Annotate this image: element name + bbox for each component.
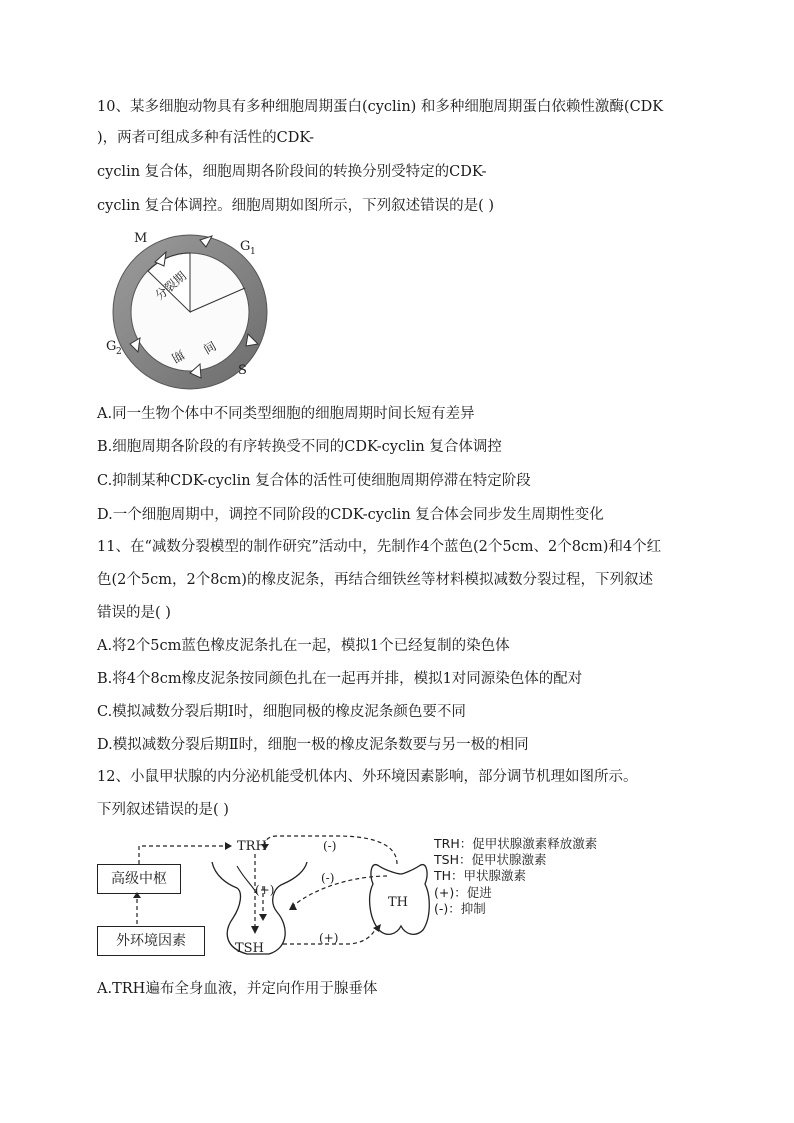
label-th: TH: [388, 895, 409, 910]
q11-option-d: D.模拟减数分裂后期Ⅱ时，细胞一极的橡皮泥条数要与另一极的相同: [97, 737, 529, 753]
legend-plus: (+)：促进: [434, 885, 492, 900]
label-minus-tsh: (-): [321, 871, 335, 885]
external-factors-box: 外环境因素: [97, 926, 205, 956]
higher-center-box: 高级中枢: [97, 864, 181, 894]
q11-option-a: A.将2个5cm蓝色橡皮泥条扎在一起，模拟1个已经复制的染色体: [97, 638, 510, 654]
label-minus-trh: (-): [323, 839, 337, 853]
label-s: S: [238, 363, 247, 378]
q10-option-a: A.同一生物个体中不同类型细胞的细胞周期时间长短有差异: [97, 406, 475, 422]
label-mitosis: 分裂期: [152, 268, 189, 303]
q10-option-d: D.一个细胞周期中，调控不同阶段的CDK-cyclin 复合体会同步发生周期性变化: [97, 507, 604, 523]
label-trh: TRH: [237, 839, 267, 854]
label-plus-pituitary: (+): [255, 883, 275, 897]
label-m: M: [134, 231, 148, 246]
q10-stem-line-1: 10、某多细胞动物具有多种细胞周期蛋白(cyclin) 和多种细胞周期蛋白依赖性激酶(CDK: [97, 99, 664, 115]
label-g1-sub: 1: [250, 247, 256, 257]
label-tsh: TSH: [235, 941, 264, 956]
label-plus-thyroid: (+): [319, 931, 339, 945]
label-g2-sub: 2: [116, 347, 122, 357]
q11-option-b: B.将4个8cm橡皮泥条按同颜色扎在一起再并排，模拟1对同源染色体的配对: [97, 671, 583, 687]
legend-minus: (-)：抑制: [434, 901, 486, 916]
q12-stem-line-2: 下列叙述错误的是( ): [97, 802, 229, 818]
label-interphase-a: 间: [201, 338, 219, 358]
legend-trh: TRH：促甲状腺激素释放激素: [434, 836, 598, 851]
q10-stem-line-4: cyclin 复合体调控。细胞周期如图所示，下列叙述错误的是( ): [97, 198, 495, 214]
cell-cycle-diagram: [100, 228, 280, 396]
q11-option-c: C.模拟减数分裂后期Ⅰ时，细胞同极的橡皮泥条颜色要不同: [97, 704, 466, 720]
q11-stem-line-2: 色(2个5cm，2个8cm)的橡皮泥条，再结合细铁丝等材料模拟减数分裂过程，下列叙述: [97, 572, 653, 588]
legend-tsh: TSH：促甲状腺激素: [434, 852, 547, 867]
q12-option-a: A.TRH遍布全身血液，并定向作用于腺垂体: [97, 981, 378, 997]
q11-stem-line-1: 11、在“减数分裂模型的制作研究”活动中，先制作4个蓝色(2个5cm、2个8cm)和4个红: [97, 539, 662, 555]
q10-option-c: C.抑制某种CDK-cyclin 复合体的活性可使细胞周期停滞在特定阶段: [97, 473, 531, 489]
label-interphase-b: 期: [169, 346, 187, 366]
label-g1: G: [240, 239, 251, 254]
q10-stem-line-2: )，两者可组成多种有活性的CDK-: [97, 130, 315, 146]
legend-th: TH：甲状腺激素: [434, 868, 527, 883]
q11-stem-line-3: 错误的是( ): [97, 605, 171, 621]
thyroid-regulation-diagram: [97, 826, 432, 966]
q12-stem-line-1: 12、小鼠甲状腺的内分泌机能受机体内、外环境因素影响，部分调节机理如图所示。: [97, 769, 638, 785]
q10-stem-line-3: cyclin 复合体，细胞周期各阶段间的转换分别受特定的CDK-: [97, 164, 487, 180]
q10-option-b: B.细胞周期各阶段的有序转换受不同的CDK-cyclin 复合体调控: [97, 439, 502, 455]
label-g2: G: [106, 339, 117, 354]
